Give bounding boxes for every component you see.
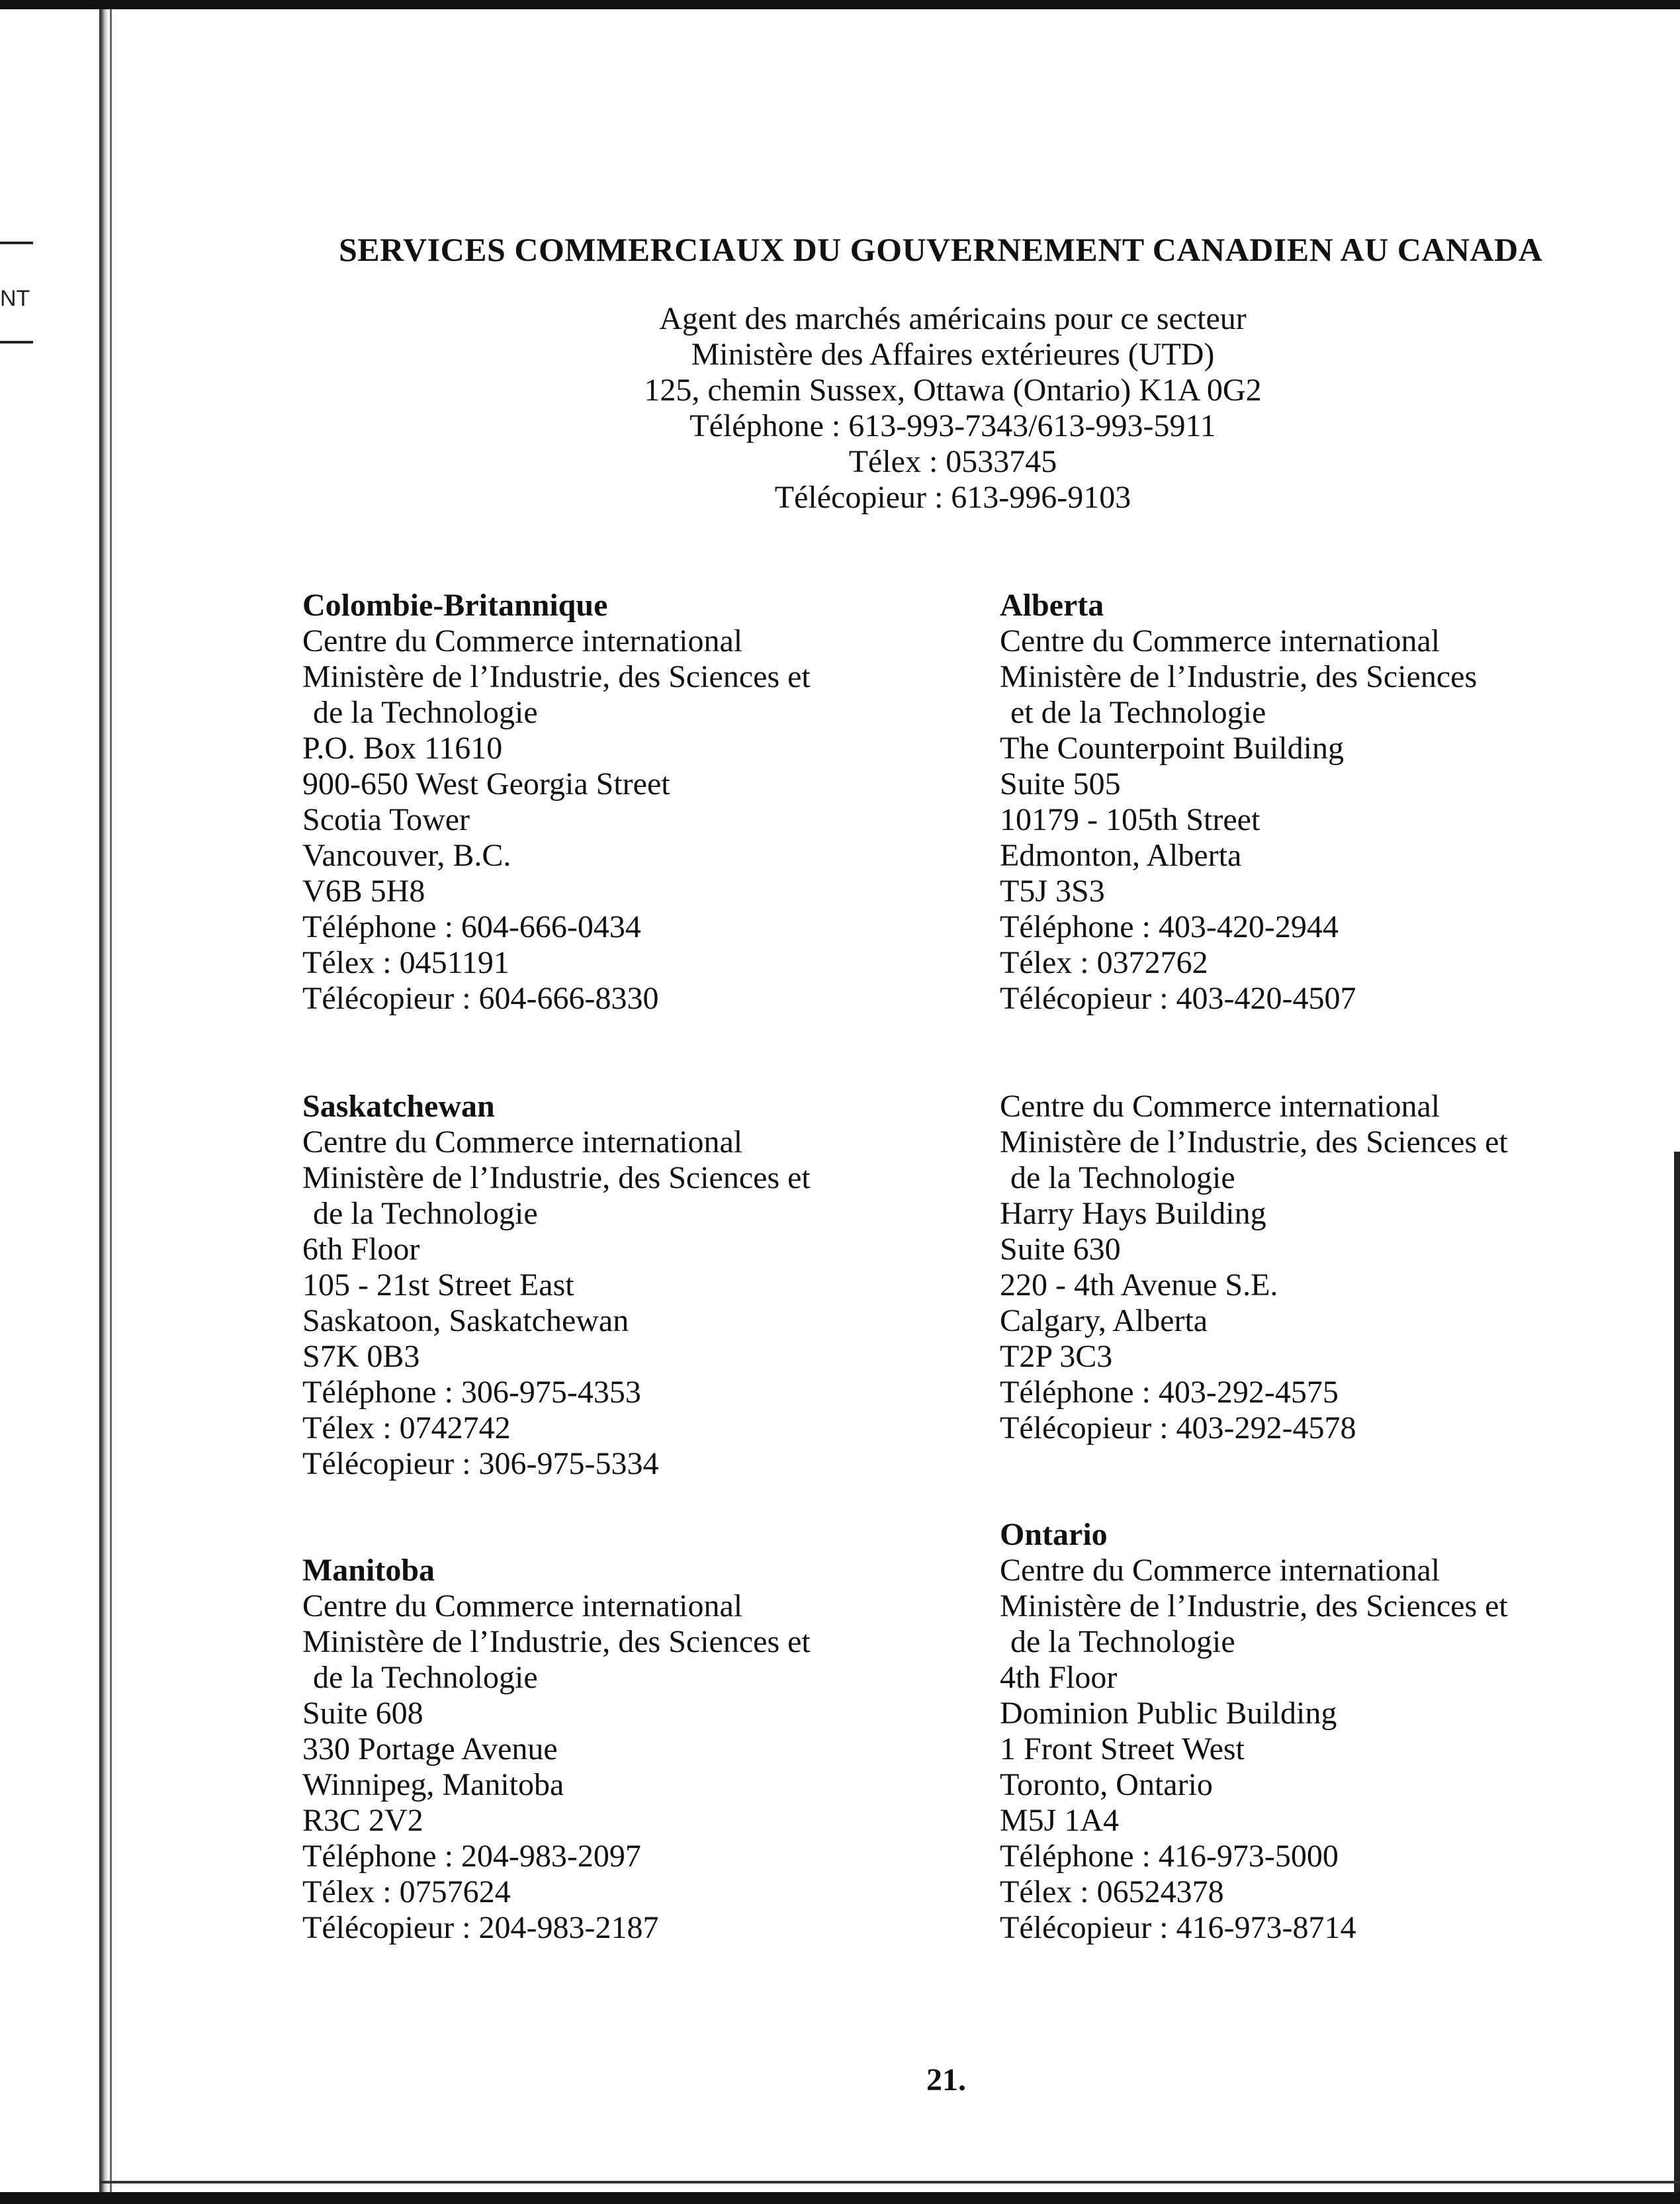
office-line: 900-650 West Georgia Street [302, 766, 670, 802]
office-name: Colombie-Britannique [302, 588, 608, 623]
office-line: Edmonton, Alberta [1000, 838, 1242, 873]
office-line: 6th Floor [302, 1232, 420, 1267]
office-line: Centre du Commerce international [302, 623, 743, 659]
office-line: Centre du Commerce international [302, 1125, 743, 1160]
page-number: 21. [926, 2062, 966, 2097]
office-line: Dominion Public Building [1000, 1696, 1337, 1731]
agent-line: Télex : 0533745 [848, 444, 1057, 479]
office-line: Harry Hays Building [1000, 1196, 1266, 1231]
office-line: Télex : 06524378 [1000, 1874, 1224, 1909]
office-line: Télex : 0757624 [302, 1874, 511, 1909]
office-name: Saskatchewan [302, 1089, 495, 1124]
office-line: Centre du Commerce international [1000, 1553, 1440, 1588]
office-line: Centre du Commerce international [1000, 1089, 1440, 1124]
office-line: Scotia Tower [302, 802, 470, 837]
office-name: Ontario [1000, 1517, 1108, 1552]
binding-shadow [99, 9, 109, 2193]
office-line: Saskatoon, Saskatchewan [302, 1303, 629, 1338]
office-line: Calgary, Alberta [1000, 1303, 1208, 1338]
office-line: Télécopieur : 403-292-4578 [1000, 1410, 1356, 1446]
office-line: de la Technologie [313, 1196, 538, 1231]
office-ontario [1000, 1517, 1508, 1946]
office-line: Télex : 0372762 [1000, 945, 1208, 980]
agent-line: 125, chemin Sussex, Ottawa (Ontario) K1A 0G2 [644, 373, 1262, 408]
agent-contact-block [490, 301, 1416, 516]
scan-top-edge [0, 0, 1680, 9]
office-line: Téléphone : 403-420-2944 [1000, 909, 1339, 944]
office-line: de la Technologie [313, 695, 538, 730]
office-line: Centre du Commerce international [1000, 623, 1440, 659]
office-line: Télécopieur : 604-666-8330 [302, 981, 659, 1016]
office-line: 10179 - 105th Street [1000, 802, 1260, 837]
office-line: Télécopieur : 204-983-2187 [302, 1910, 659, 1945]
office-line: Télécopieur : 416-973-8714 [1000, 1910, 1356, 1945]
office-line: Télex : 0451191 [302, 945, 509, 980]
office-line: Téléphone : 204-983-2097 [302, 1839, 641, 1874]
side-tab-rule-bottom [0, 341, 33, 344]
office-line: Téléphone : 403-292-4575 [1000, 1375, 1339, 1410]
office-line: Ministère de l’Industrie, des Sciences et [1000, 1588, 1508, 1624]
office-line: Ministère de l’Industrie, des Sciences et [302, 659, 811, 694]
scan-bottom-line [99, 2181, 1680, 2183]
office-line: Ministère de l’Industrie, des Sciences et [302, 1160, 811, 1195]
office-line: Suite 505 [1000, 766, 1121, 802]
office-alberta [1000, 588, 1477, 1017]
office-line: Ministère de l’Industrie, des Sciences et [302, 1624, 811, 1659]
office-line: Téléphone : 604-666-0434 [302, 909, 641, 944]
office-line: Suite 608 [302, 1696, 423, 1731]
office-line: 1 Front Street West [1000, 1731, 1245, 1767]
office-saskatchewan [302, 1089, 811, 1482]
office-name: Alberta [1000, 588, 1104, 623]
office-line: Ministère de l’Industrie, des Sciences [1000, 659, 1478, 694]
office-line: Télécopieur : 306-975-5334 [302, 1446, 659, 1481]
office-line: Téléphone : 416-973-5000 [1000, 1839, 1339, 1874]
office-line: S7K 0B3 [302, 1339, 420, 1374]
office-line: T2P 3C3 [1000, 1339, 1113, 1374]
office-line: 4th Floor [1000, 1660, 1118, 1695]
office-line: Vancouver, B.C. [302, 838, 511, 873]
office-line: M5J 1A4 [1000, 1803, 1120, 1838]
scan-right-edge [1674, 1152, 1680, 2204]
office-line: 105 - 21st Street East [302, 1267, 574, 1303]
office-line: Télécopieur : 403-420-4507 [1000, 981, 1356, 1016]
page-heading: SERVICES COMMERCIAUX DU GOUVERNEMENT CANADIEN AU CANADA [339, 231, 1543, 268]
office-line: P.O. Box 11610 [302, 731, 503, 766]
binding-line [110, 9, 112, 2193]
agent-line: Télécopieur : 613-996-9103 [774, 480, 1131, 515]
scan-bottom-edge [0, 2192, 1680, 2204]
office-calgary [1000, 1089, 1508, 1446]
office-line: Suite 630 [1000, 1232, 1121, 1267]
office-line: de la Technologie [1010, 1624, 1235, 1659]
office-line: 330 Portage Avenue [302, 1731, 558, 1767]
office-line: Télex : 0742742 [302, 1410, 511, 1446]
office-line: de la Technologie [313, 1660, 538, 1695]
office-line: V6B 5H8 [302, 874, 425, 909]
office-colombie-britannique [302, 588, 811, 1017]
office-line: Téléphone : 306-975-4353 [302, 1375, 641, 1410]
side-tab-label: NT [0, 286, 30, 311]
office-line: de la Technologie [1010, 1160, 1235, 1195]
agent-line: Téléphone : 613-993-7343/613-993-5911 [689, 408, 1216, 443]
side-tab-rule-top [0, 242, 33, 244]
office-name: Manitoba [302, 1553, 435, 1588]
office-line: Ministère de l’Industrie, des Sciences et [1000, 1125, 1508, 1160]
office-line: Winnipeg, Manitoba [302, 1767, 564, 1802]
office-line: T5J 3S3 [1000, 874, 1105, 909]
office-line: Toronto, Ontario [1000, 1767, 1213, 1802]
agent-line: Ministère des Affaires extérieures (UTD) [691, 337, 1215, 372]
office-line: Centre du Commerce international [302, 1588, 743, 1624]
office-line: et de la Technologie [1010, 695, 1266, 730]
agent-line: Agent des marchés américains pour ce secteur [659, 301, 1247, 336]
office-line: 220 - 4th Avenue S.E. [1000, 1267, 1278, 1303]
office-line: R3C 2V2 [302, 1803, 423, 1838]
office-line: The Counterpoint Building [1000, 731, 1344, 766]
office-manitoba [302, 1553, 811, 1946]
